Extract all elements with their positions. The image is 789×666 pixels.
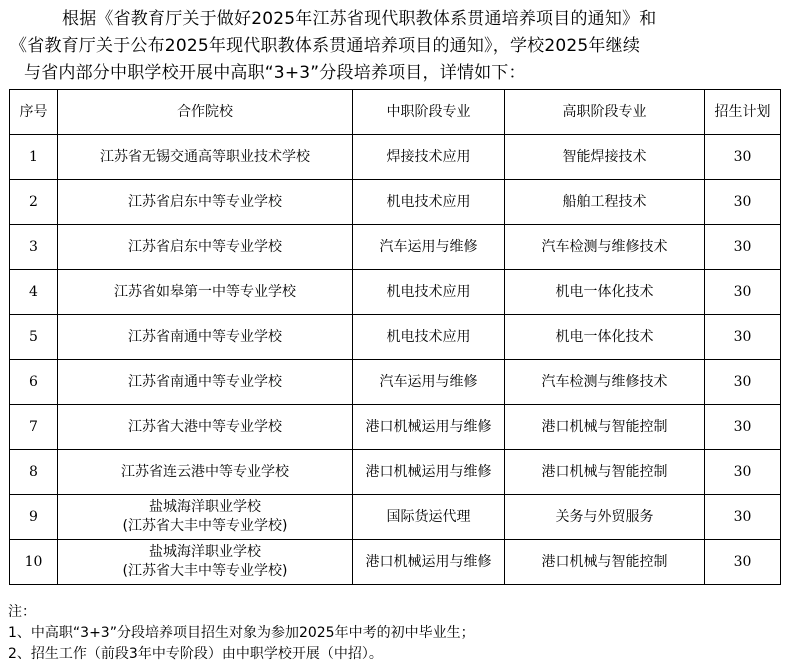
- cell-high-major-text: 智能焊接技术: [562, 148, 647, 165]
- cell-school: [58, 180, 353, 225]
- intro-line-2: 《省教育厅关于公布2025年现代职教体系贯通培养项目的通知》，学校2025年继续: [10, 36, 641, 56]
- table-row: [10, 315, 781, 360]
- cell-school: [58, 360, 353, 405]
- cell-mid-major: [353, 315, 505, 360]
- cell-mid-major: [353, 450, 505, 495]
- cell-no: [10, 495, 58, 540]
- cell-high-major-text: 机电一体化技术: [555, 328, 654, 345]
- cell-school-text: 盐城海洋职业学校: [149, 499, 261, 515]
- cell-high-major-text: 港口机械与智能控制: [541, 463, 668, 480]
- cell-high-major: [505, 225, 705, 270]
- cell-school: [58, 135, 353, 180]
- cell-high-major: [505, 270, 705, 315]
- cell-mid-major: [353, 180, 505, 225]
- cell-mid-major-text: 国际货运代理: [386, 508, 471, 525]
- cell-high-major: [505, 540, 705, 585]
- cell-school: [58, 450, 353, 495]
- cell-plan: [705, 495, 781, 540]
- cell-plan: [705, 270, 781, 315]
- cell-no-text: 1: [29, 148, 38, 165]
- cell-mid-major: [353, 495, 505, 540]
- header-plan: 招生计划: [705, 90, 781, 135]
- cell-school-text: 江苏省南通中等专业学校: [128, 328, 282, 345]
- cell-school-text: 盐城海洋职业学校: [149, 544, 261, 560]
- cell-school-alt-name: (江苏省大丰中等专业学校): [122, 563, 288, 579]
- intro-paragraph: [10, 6, 785, 87]
- cell-mid-major-text: 机电技术应用: [386, 283, 471, 300]
- cell-high-major: [505, 315, 705, 360]
- cell-school: [58, 225, 353, 270]
- cell-no: [10, 135, 58, 180]
- cell-plan-text: 30: [733, 238, 752, 255]
- cell-plan: [705, 180, 781, 225]
- cell-mid-major: [353, 405, 505, 450]
- program-table: [9, 89, 781, 585]
- cell-no-text: 6: [29, 373, 38, 390]
- cell-no: [10, 315, 58, 360]
- cell-plan-text: 30: [733, 553, 752, 570]
- cell-mid-major: [353, 360, 505, 405]
- cell-plan-text: 30: [733, 508, 752, 525]
- note-item: 1、中高职“3+3”分段培养项目招生对象为参加2025年中考的初中毕业生；: [8, 625, 475, 641]
- cell-no-text: 4: [29, 283, 38, 300]
- cell-no: [10, 540, 58, 585]
- cell-no: [10, 360, 58, 405]
- cell-mid-major-text: 港口机械运用与维修: [365, 553, 492, 570]
- cell-plan: [705, 540, 781, 585]
- table-header-row: [10, 90, 781, 135]
- header-high-major: 高职阶段专业: [505, 90, 705, 135]
- cell-high-major: [505, 450, 705, 495]
- cell-high-major-text: 关务与外贸服务: [555, 508, 654, 525]
- cell-school-text: 江苏省大港中等专业学校: [128, 418, 282, 435]
- table-row: [10, 495, 781, 540]
- cell-no-text: 2: [29, 193, 38, 210]
- table-row: [10, 135, 781, 180]
- header-no: 序号: [10, 90, 58, 135]
- cell-school: [58, 405, 353, 450]
- table-row: [10, 225, 781, 270]
- cell-school-text: 江苏省启东中等专业学校: [128, 193, 282, 210]
- cell-mid-major: [353, 135, 505, 180]
- cell-school: [58, 540, 353, 585]
- cell-plan: [705, 135, 781, 180]
- cell-no: [10, 405, 58, 450]
- cell-no-text: 5: [29, 328, 38, 345]
- notes: [8, 602, 475, 665]
- cell-school-text: 江苏省无锡交通高等职业技术学校: [100, 148, 310, 165]
- cell-mid-major-text: 机电技术应用: [386, 193, 471, 210]
- cell-no-text: 9: [29, 508, 38, 525]
- notes-title: 注：: [8, 604, 36, 620]
- cell-school-text: 江苏省连云港中等专业学校: [121, 463, 289, 480]
- cell-no: [10, 225, 58, 270]
- note-item: 2、招生工作（前段3年中专阶段）由中职学校开展（中招）。: [8, 646, 383, 662]
- cell-school: [58, 495, 353, 540]
- cell-mid-major-text: 焊接技术应用: [386, 148, 471, 165]
- cell-plan-text: 30: [733, 283, 752, 300]
- cell-mid-major-text: 机电技术应用: [386, 328, 471, 345]
- cell-plan: [705, 405, 781, 450]
- cell-no: [10, 450, 58, 495]
- cell-plan: [705, 360, 781, 405]
- cell-high-major: [505, 360, 705, 405]
- cell-no-text: 3: [29, 238, 38, 255]
- cell-no-text: 7: [29, 418, 38, 435]
- cell-plan-text: 30: [733, 148, 752, 165]
- cell-high-major-text: 船舶工程技术: [562, 193, 647, 210]
- cell-no: [10, 270, 58, 315]
- cell-plan-text: 30: [733, 328, 752, 345]
- cell-mid-major: [353, 540, 505, 585]
- cell-plan-text: 30: [733, 418, 752, 435]
- cell-plan: [705, 450, 781, 495]
- cell-high-major: [505, 495, 705, 540]
- cell-school-text: 江苏省启东中等专业学校: [128, 238, 282, 255]
- header-school: 合作院校: [58, 90, 353, 135]
- cell-high-major: [505, 405, 705, 450]
- cell-mid-major: [353, 270, 505, 315]
- table-row: [10, 270, 781, 315]
- cell-school-text: 江苏省如皋第一中等专业学校: [114, 283, 296, 300]
- cell-mid-major-text: 汽车运用与维修: [379, 373, 478, 390]
- cell-high-major-text: 机电一体化技术: [555, 283, 654, 300]
- cell-plan: [705, 225, 781, 270]
- cell-school: [58, 315, 353, 360]
- cell-mid-major-text: 港口机械运用与维修: [365, 418, 492, 435]
- cell-high-major: [505, 135, 705, 180]
- cell-school-alt-name: (江苏省大丰中等专业学校): [122, 518, 288, 534]
- cell-high-major-text: 港口机械与智能控制: [541, 418, 668, 435]
- cell-mid-major: [353, 225, 505, 270]
- cell-plan: [705, 315, 781, 360]
- table-row: [10, 360, 781, 405]
- cell-mid-major-text: 港口机械运用与维修: [365, 463, 492, 480]
- cell-no-text: 8: [29, 463, 38, 480]
- cell-school-text: 江苏省南通中等专业学校: [128, 373, 282, 390]
- cell-school: [58, 270, 353, 315]
- table-row: [10, 405, 781, 450]
- cell-plan-text: 30: [733, 463, 752, 480]
- cell-mid-major-text: 汽车运用与维修: [379, 238, 478, 255]
- cell-high-major-text: 港口机械与智能控制: [541, 553, 668, 570]
- intro-line-1: 根据《省教育厅关于做好2025年江苏省现代职教体系贯通培养项目的通知》和: [62, 9, 657, 29]
- cell-plan-text: 30: [733, 193, 752, 210]
- cell-no: [10, 180, 58, 225]
- header-mid-major: 中职阶段专业: [353, 90, 505, 135]
- table-row: [10, 540, 781, 585]
- intro-line-3: 与省内部分中职学校开展中高职“3+3”分段培养项目，详情如下：: [24, 63, 526, 83]
- table-row: [10, 180, 781, 225]
- cell-no-text: 10: [24, 553, 43, 570]
- cell-plan-text: 30: [733, 373, 752, 390]
- cell-high-major-text: 汽车检测与维修技术: [541, 373, 668, 390]
- cell-high-major: [505, 180, 705, 225]
- cell-high-major-text: 汽车检测与维修技术: [541, 238, 668, 255]
- table-row: [10, 450, 781, 495]
